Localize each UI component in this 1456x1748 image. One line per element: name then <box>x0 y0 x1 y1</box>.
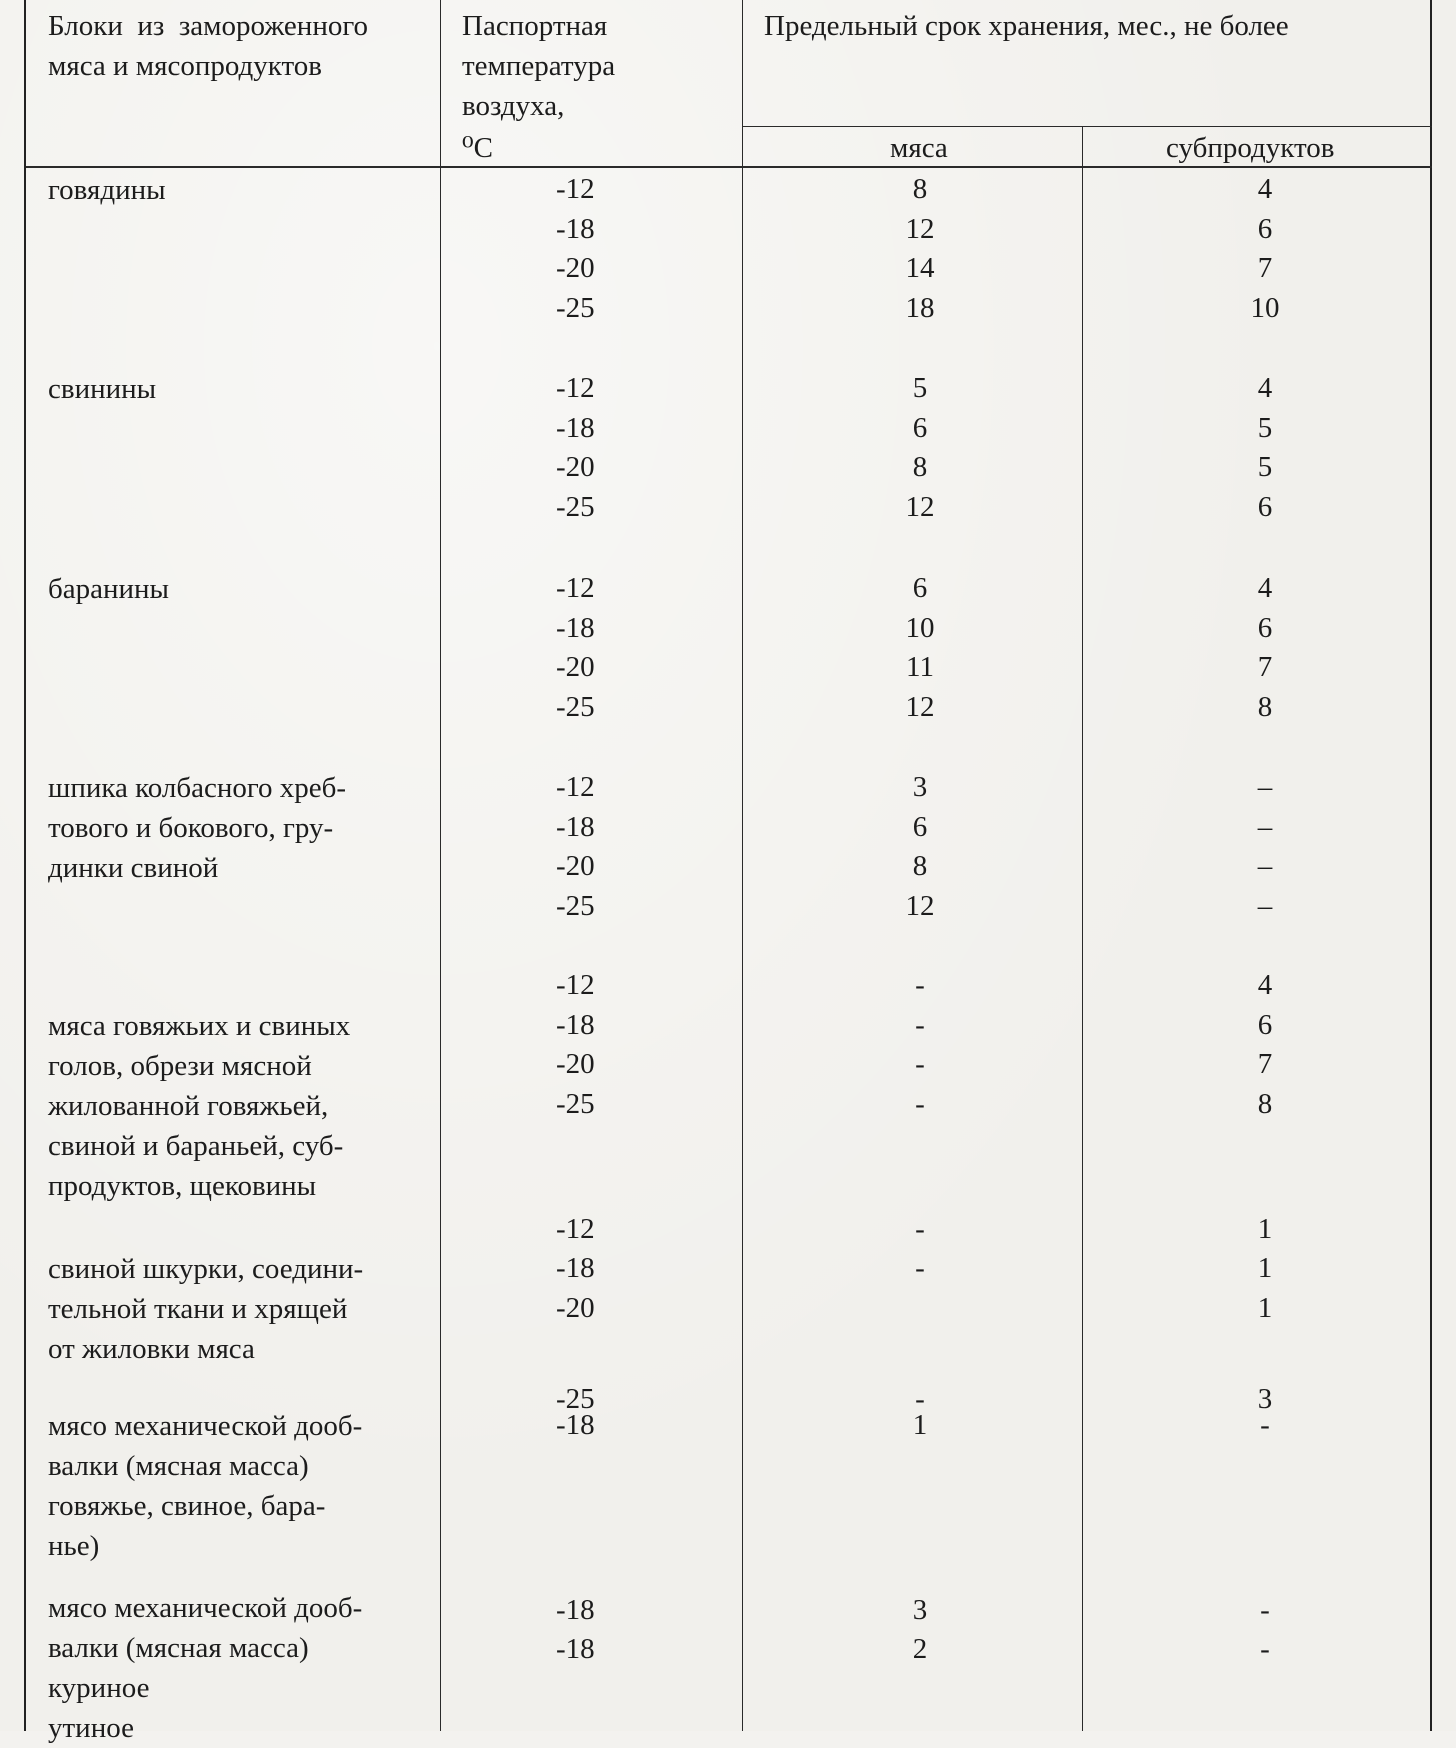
temps-value: -25 <box>556 889 595 922</box>
offal-value: 1 <box>1257 1213 1273 1245</box>
meat-value: 6 <box>912 572 928 604</box>
meat-value: - <box>915 1383 925 1415</box>
col-divider-2 <box>742 0 743 1731</box>
row-name-line: динки свиной <box>48 852 219 884</box>
temps-value: -18 <box>556 411 595 444</box>
row-name-line: свинины <box>48 373 157 405</box>
row-name-line: от жиловки мяса <box>48 1333 255 1365</box>
header-col1-line1: Блоки из замороженного <box>48 10 369 42</box>
row-name-line: валки (мясная масса) <box>48 1632 309 1664</box>
meat-value: 5 <box>912 372 928 404</box>
temps-value: -25 <box>556 1087 595 1120</box>
meat-value: 8 <box>912 451 928 483</box>
meat-value: - <box>915 969 925 1001</box>
temps-value: -20 <box>556 1292 595 1324</box>
meat-value: 2 <box>912 1633 928 1665</box>
row-name-line: мяса говяжьих и свиных <box>48 1010 351 1042</box>
temps-value: -25 <box>556 690 595 723</box>
offal-value: 7 <box>1257 651 1273 683</box>
meat-value: 12 <box>905 690 935 723</box>
meat-value: - <box>915 1008 925 1041</box>
meat-value: 3 <box>912 1594 928 1626</box>
offal-value: 8 <box>1257 1087 1273 1120</box>
row-name <box>48 1588 428 1748</box>
meat-value: 12 <box>905 889 935 922</box>
row-name-line: мясо механической дооб- <box>48 1592 363 1624</box>
temps-value: -18 <box>556 611 595 644</box>
row-name-line: мясо механической дооб- <box>48 1410 363 1442</box>
offal-value: 6 <box>1257 490 1273 523</box>
temps-value: -12 <box>556 173 595 205</box>
header-col2-line1: Паспортная <box>462 10 608 42</box>
temps-value: -18 <box>556 810 595 843</box>
row-name-line: тового и бокового, гру- <box>48 812 334 844</box>
row-name <box>48 170 428 210</box>
offal-value: 4 <box>1257 173 1273 205</box>
row-name <box>48 1006 428 1206</box>
row-name-line: баранины <box>48 573 170 605</box>
offal-value: 1 <box>1257 1292 1273 1324</box>
row-name-line: говяжье, свиное, бара- <box>48 1490 326 1522</box>
temps-value: -20 <box>556 850 595 882</box>
offal-value: 5 <box>1257 411 1273 444</box>
meat-value: - <box>915 1213 925 1245</box>
meat-value: 12 <box>905 490 935 523</box>
row-name <box>48 768 428 888</box>
temps-value: -20 <box>556 252 595 284</box>
offal-value: 3 <box>1257 1383 1273 1415</box>
meat-value: 11 <box>906 651 934 683</box>
temps-value: -25 <box>556 490 595 523</box>
meat-value: 6 <box>912 411 928 444</box>
offal-value: 6 <box>1257 212 1273 245</box>
col-divider-1 <box>440 0 441 1731</box>
offal-value: 4 <box>1257 969 1273 1001</box>
offal-value: – <box>1257 771 1273 803</box>
offal-value: 7 <box>1257 252 1273 284</box>
temps-value: -20 <box>556 1048 595 1080</box>
offal-value: - <box>1260 1409 1270 1441</box>
row-name-line: куриное <box>48 1672 150 1704</box>
meat-value: 6 <box>912 810 928 843</box>
header-col3: Предельный срок хранения, мес., не более <box>764 10 1289 42</box>
header-col1-line2: мяса и мясопродуктов <box>48 50 322 82</box>
header-col2-line2: температура <box>462 50 616 82</box>
meat-value: 18 <box>905 291 935 324</box>
meat-value: 12 <box>905 212 935 245</box>
offal-value: 1 <box>1257 1252 1273 1284</box>
temps-value: -18 <box>556 1633 595 1665</box>
row-name-line: голов, обрези мясной <box>48 1050 312 1082</box>
row-name-line: говядины <box>48 174 166 206</box>
temps-value: -18 <box>556 1252 595 1284</box>
row-name <box>48 569 428 609</box>
offal-value: 10 <box>1250 291 1280 324</box>
meat-value: 14 <box>905 252 935 284</box>
meat-value: - <box>915 1087 925 1120</box>
meat-value: - <box>915 1252 925 1284</box>
header-col3b: субпродуктов <box>1166 132 1335 164</box>
row-name-line: свиной шкурки, соедини- <box>48 1253 364 1285</box>
row-name <box>48 369 428 409</box>
meat-value: 1 <box>912 1409 928 1441</box>
meat-value: 8 <box>912 173 928 205</box>
offal-value: 6 <box>1257 611 1273 644</box>
row-name-line: утиное <box>48 1712 134 1744</box>
row-name-line: свиной и бараньей, суб- <box>48 1130 344 1162</box>
offal-value: 4 <box>1257 572 1273 604</box>
row-name-line: валки (мясная масса) <box>48 1450 309 1482</box>
temps-value: -12 <box>556 771 595 803</box>
row-name <box>48 1249 428 1369</box>
offal-value: 8 <box>1257 690 1273 723</box>
header-col2-line4: ⁰С <box>462 132 493 164</box>
offal-value: - <box>1260 1594 1270 1626</box>
col-divider-3 <box>1082 126 1083 1731</box>
row-name-line: нье) <box>48 1530 100 1562</box>
row-name-line: шпика колбасного хреб- <box>48 772 347 804</box>
offal-value: – <box>1257 889 1273 922</box>
header-col3a: мяса <box>890 132 948 164</box>
offal-value: - <box>1260 1633 1270 1665</box>
header-subdivider <box>742 126 1432 127</box>
row-name-line: тельной ткани и хрящей <box>48 1293 348 1325</box>
offal-value: 4 <box>1257 372 1273 404</box>
temps-value: -25 <box>556 1383 595 1415</box>
temps-value: -18 <box>556 212 595 245</box>
temps-value: -18 <box>556 1409 595 1441</box>
temps-value: -18 <box>556 1008 595 1041</box>
temps-value: -12 <box>556 969 595 1001</box>
temps-value: -18 <box>556 1594 595 1626</box>
offal-value: – <box>1257 810 1273 843</box>
row-name-line: продуктов, щековины <box>48 1170 317 1202</box>
offal-value: 6 <box>1257 1008 1273 1041</box>
temps-value: -12 <box>556 1213 595 1245</box>
temps-value: -12 <box>556 372 595 404</box>
temps-value: -20 <box>556 451 595 483</box>
meat-value: - <box>915 1048 925 1080</box>
meat-value: 3 <box>912 771 928 803</box>
temps-value: -20 <box>556 651 595 683</box>
offal-value: 5 <box>1257 451 1273 483</box>
offal-value: – <box>1257 850 1273 882</box>
row-name <box>48 1406 428 1566</box>
meat-value: 10 <box>905 611 935 644</box>
meat-value: 8 <box>912 850 928 882</box>
temps-value: -25 <box>556 291 595 324</box>
temps-value: -12 <box>556 572 595 604</box>
row-name-line: жилованной говяжьей, <box>48 1090 329 1122</box>
offal-value: 7 <box>1257 1048 1273 1080</box>
header-col2-line3: воздуха, <box>462 90 565 122</box>
